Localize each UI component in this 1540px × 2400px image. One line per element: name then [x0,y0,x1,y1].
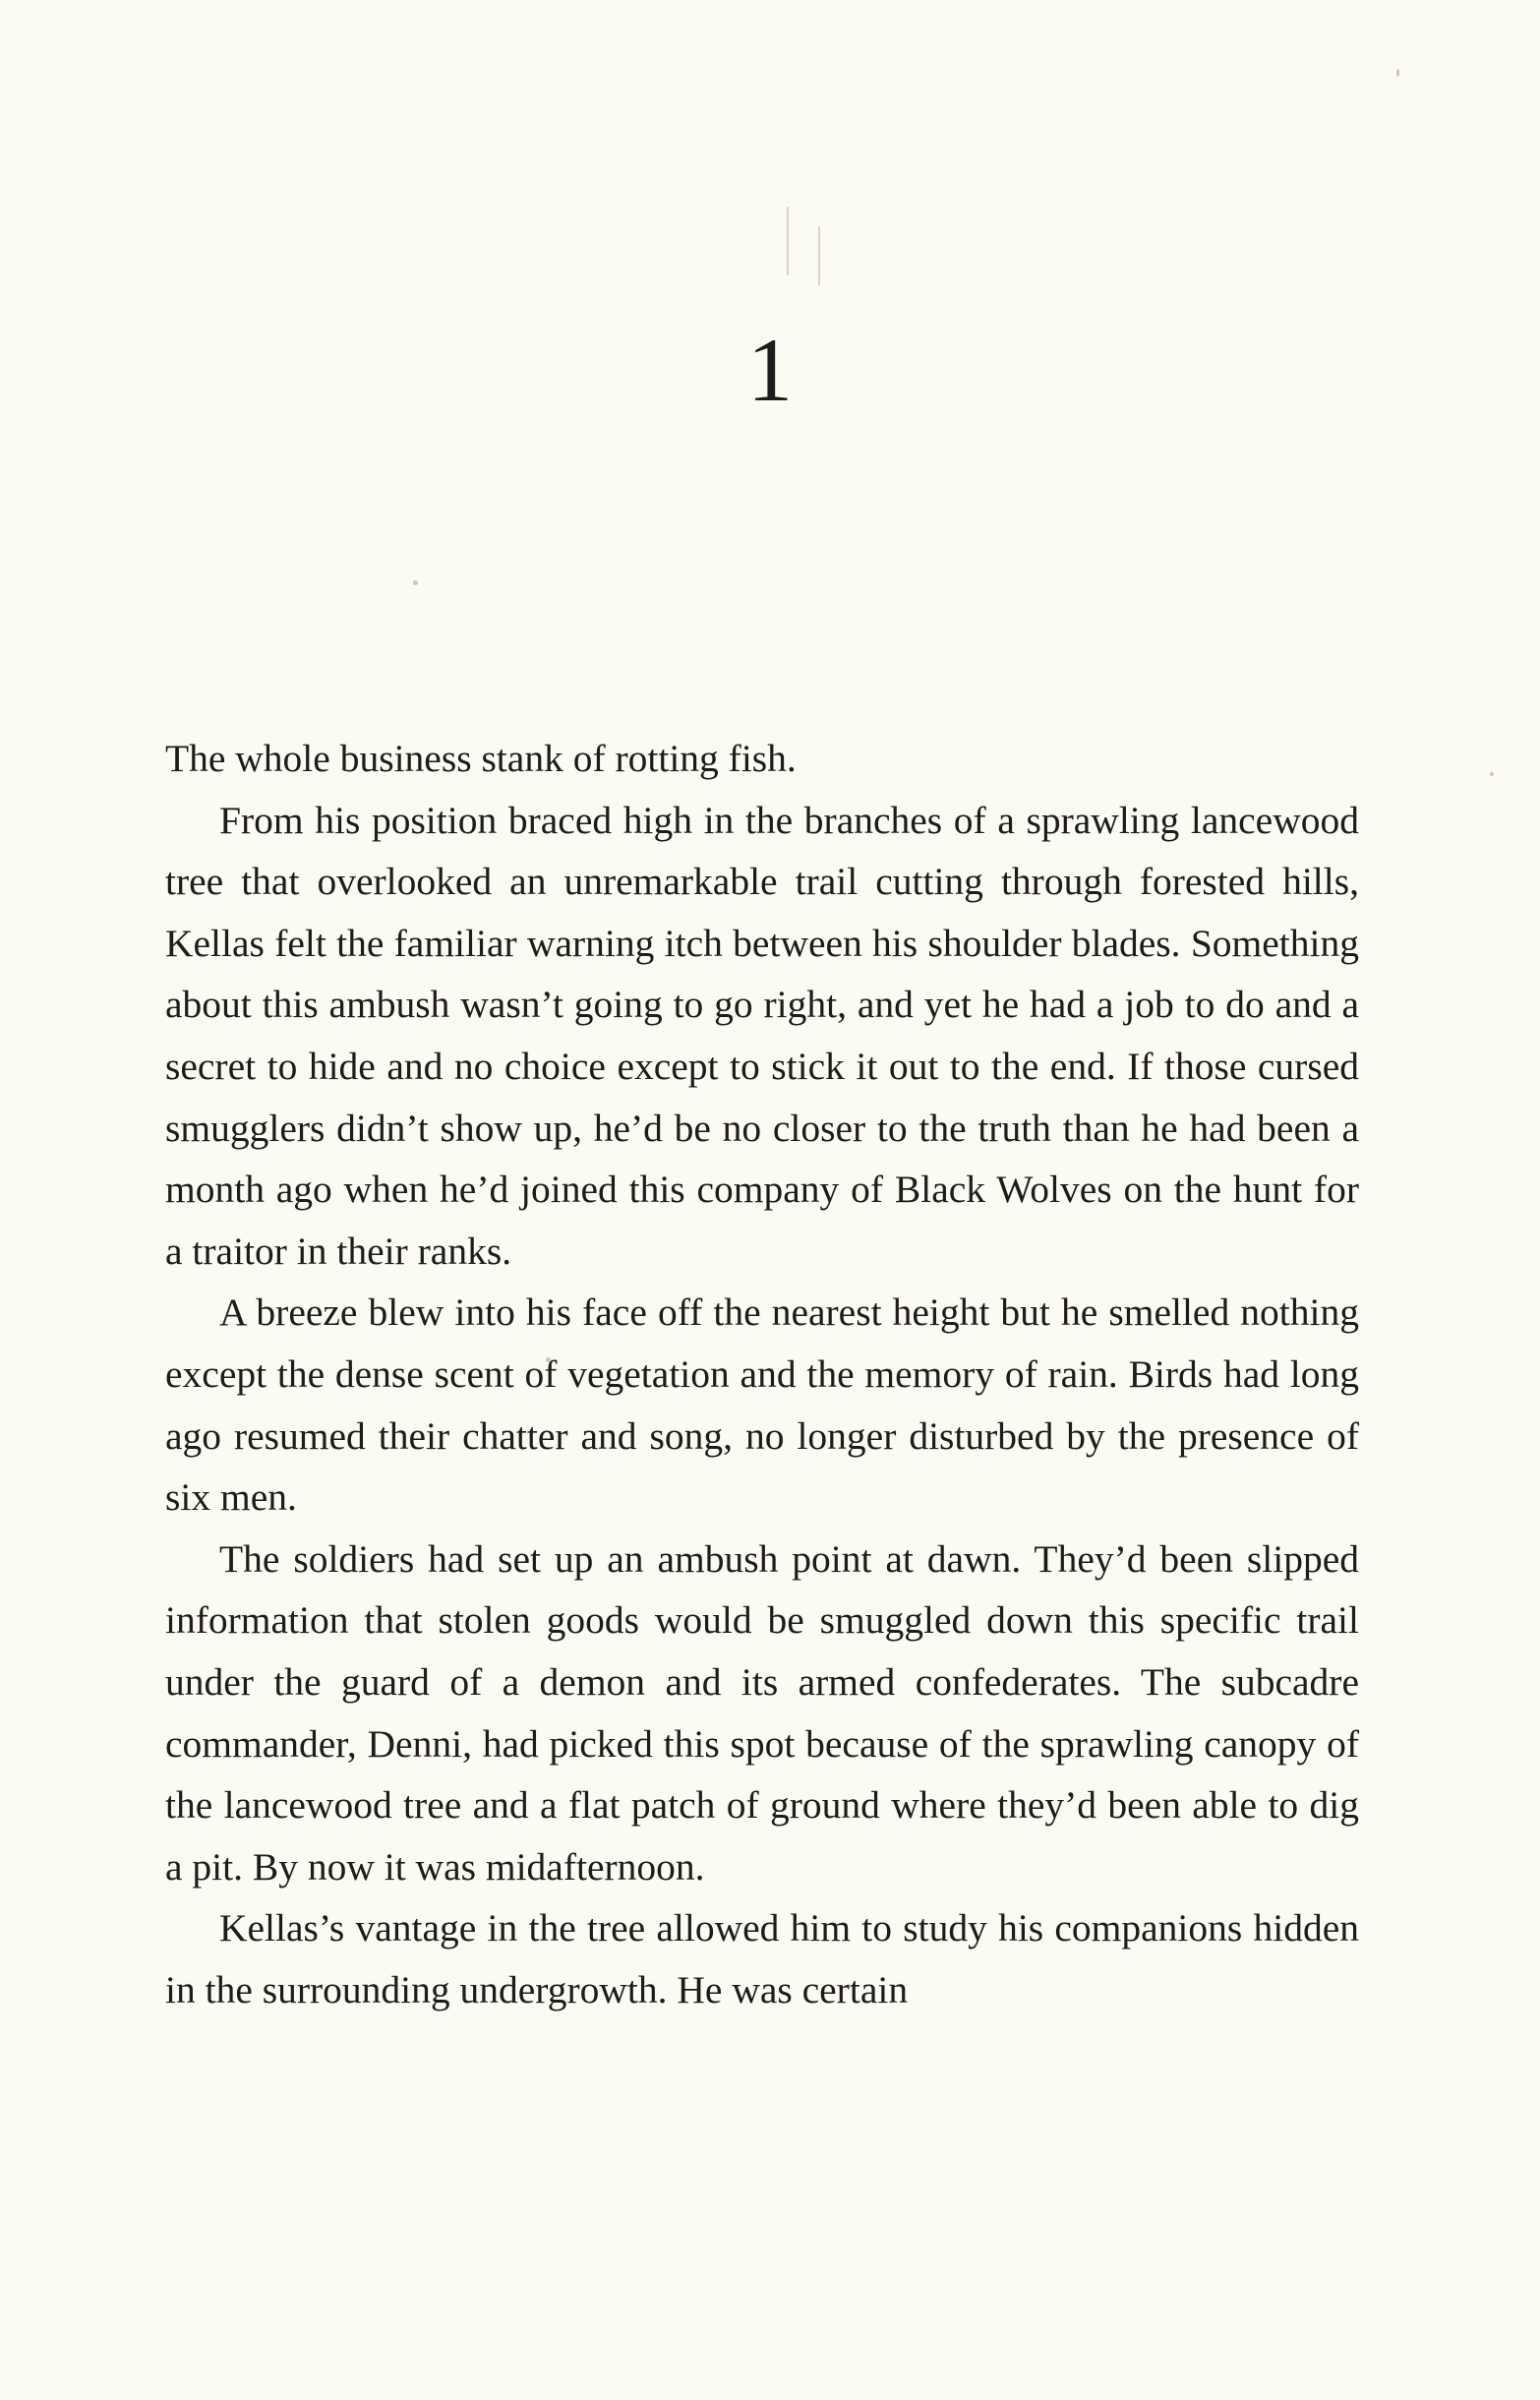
paragraph-3: A breeze blew into his face off the nearest height but he smelled nothing except the dense scent of vegetation and the memory of rain. Birds had long ago resumed their chatter and song, no longer disturbed by the presence of six men. [165,1290,1359,1520]
paragraph-5: Kellas’s vantage in the tree allowed him to study his companions hidden in the surrounding undergrowth. He was certain [165,1906,1359,2011]
scan-speck [1396,69,1399,77]
paragraph-2: From his position braced high in the branches of a sprawling lancewood tree that overlooked an unremarkable trail cutting through forested hills, Kellas felt the familiar warning itch between his shoulder blades. Something about this ambush wasn’t going to go right, and yet he had a job to do and a secret to hide and no choice except to stick it out to the end. If those cursed smugglers didn’t show up, he’d be no closer to the truth than he had been a month ago when he’d joined this company of Black Wolves on the hunt for a traitor in their ranks. [165,798,1359,1273]
paragraph-4: The soldiers had set up an ambush point at dawn. They’d been slipped information that stolen goods would be smuggled down this specific trail under the guard of a demon and its armed confederates. The subcadre commander, Denni, had picked this spot because of the sprawling canopy of the lancewood tree and a flat patch of ground where they’d been able to dig a pit. By now it was midafternoon. [165,1536,1359,1889]
scan-artifact [818,226,820,285]
chapter-body [165,728,1359,2020]
scan-speck [413,580,418,585]
scan-artifact [787,207,789,275]
scan-speck [1490,772,1494,776]
chapter-number: 1 [747,320,793,420]
paragraph-1: The whole business stank of rotting fish. [165,737,797,780]
